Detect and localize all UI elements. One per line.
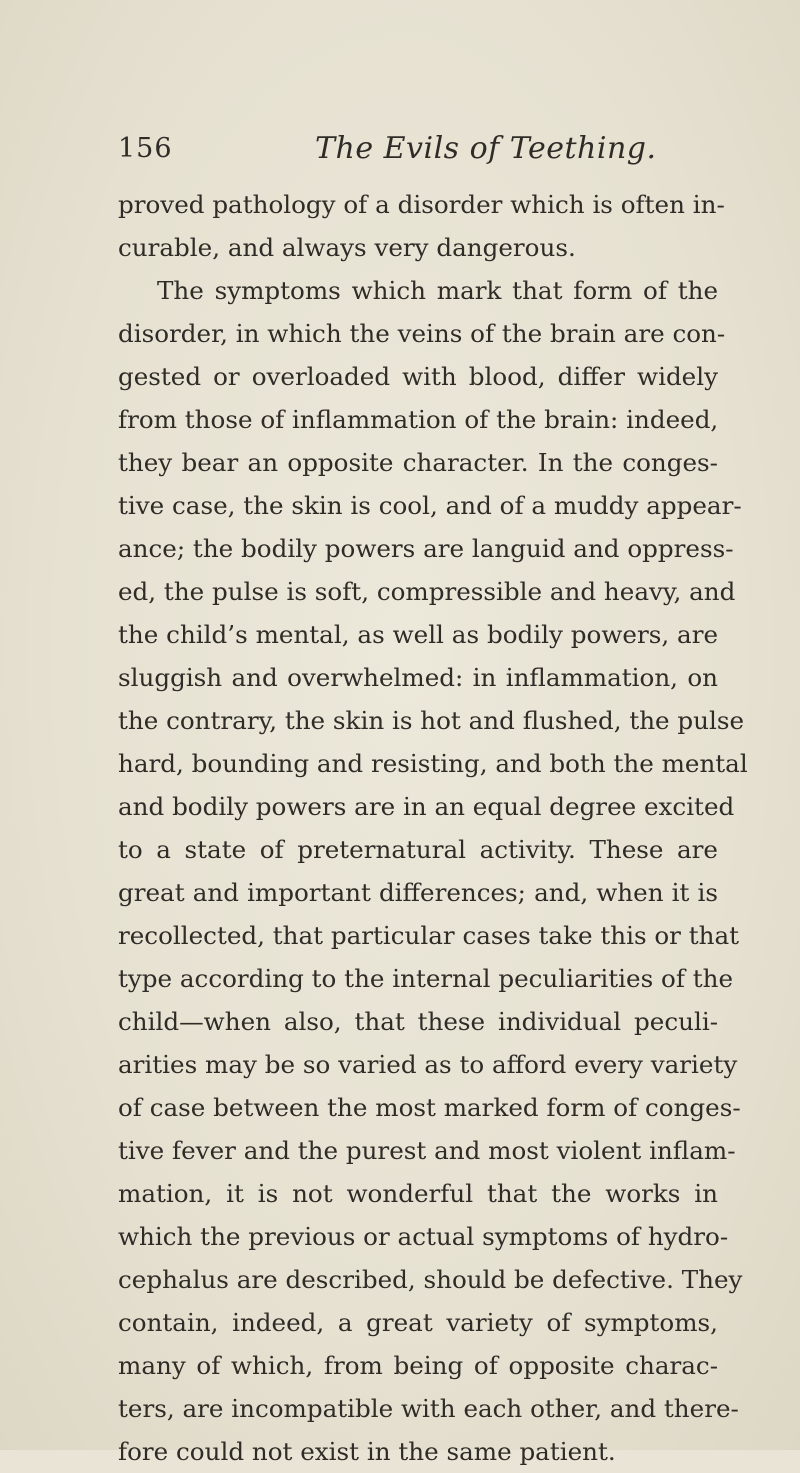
- text-line: great and important differences; and, when it is: [118, 878, 718, 907]
- text-line: gested or overloaded with blood, differ widely: [118, 362, 718, 391]
- text-line: cephalus are described, should be defective. They: [118, 1265, 743, 1294]
- text-line: contain, indeed, a great variety of symptoms,: [118, 1308, 718, 1337]
- text-line: tive case, the skin is cool, and of a muddy appear-: [118, 491, 742, 520]
- text-line: curable, and always very dangerous.: [118, 233, 576, 262]
- text-line: the child’s mental, as well as bodily powers, are: [118, 620, 718, 649]
- text-line: ance; the bodily powers are languid and oppress-: [118, 534, 734, 563]
- text-line: arities may be so varied as to afford every variety: [118, 1050, 738, 1079]
- text-line: recollected, that particular cases take this or that: [118, 921, 740, 950]
- text-line: type according to the internal peculiarities of the: [118, 964, 734, 993]
- text-line: the contrary, the skin is hot and flushed, the pulse: [118, 706, 745, 735]
- text-line: sluggish and overwhelmed: in inflammation, on: [118, 663, 718, 692]
- text-line: to a state of preternatural activity. These are: [118, 835, 718, 864]
- text-line: ters, are incompatible with each other, and there-: [118, 1394, 739, 1423]
- text-line: fore could not exist in the same patient.: [118, 1437, 616, 1466]
- text-line: child—when also, that these individual peculi-: [118, 1007, 718, 1036]
- text-line: many of which, from being of opposite charac-: [118, 1351, 718, 1380]
- text-line: The symptoms which mark that form of the: [157, 276, 718, 305]
- text-line: mation, it is not wonderful that the works in: [118, 1179, 718, 1208]
- running-title: The Evils of Teething.: [315, 131, 657, 166]
- text-line: of case between the most marked form of conges-: [118, 1093, 741, 1122]
- text-line: tive fever and the purest and most violent inflam-: [118, 1136, 736, 1165]
- text-line: and bodily powers are in an equal degree excited: [118, 792, 735, 821]
- text-line: they bear an opposite character. In the conges-: [118, 448, 718, 477]
- text-line: from those of inflammation of the brain: indeed,: [118, 405, 719, 434]
- text-line: hard, bounding and resisting, and both the mental: [118, 749, 748, 778]
- text-line: ed, the pulse is soft, compressible and heavy, and: [118, 577, 736, 606]
- text-line: proved pathology of a disorder which is often in-: [118, 190, 725, 219]
- text-line: which the previous or actual symptoms of hydro-: [118, 1222, 729, 1251]
- page-header: [118, 127, 718, 177]
- page-number: 156: [118, 133, 173, 164]
- text-line: disorder, in which the veins of the brain are con-: [118, 319, 726, 348]
- body-text: [118, 183, 748, 1473]
